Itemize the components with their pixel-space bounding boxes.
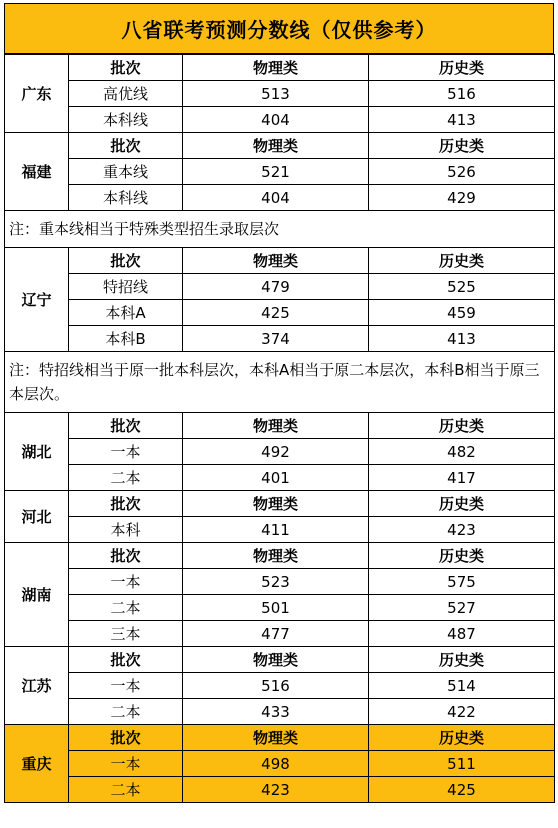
header-history: 历史类 bbox=[369, 248, 555, 274]
cell-physics: 433 bbox=[183, 699, 369, 725]
cell-physics: 404 bbox=[183, 107, 369, 133]
cell-history: 511 bbox=[369, 751, 555, 777]
province-name: 广东 bbox=[5, 55, 69, 133]
table-row bbox=[5, 81, 555, 107]
cell-batch: 本科 bbox=[69, 517, 183, 543]
header-physics: 物理类 bbox=[183, 55, 369, 81]
table-row bbox=[5, 569, 555, 595]
cell-physics: 374 bbox=[183, 326, 369, 352]
table-row bbox=[5, 465, 555, 491]
note-text: 注：特招线相当于原一批本科层次，本科A相当于原二本层次，本科B相当于原三本层次。 bbox=[5, 352, 555, 413]
header-history: 历史类 bbox=[369, 413, 555, 439]
header-history: 历史类 bbox=[369, 133, 555, 159]
header-physics: 物理类 bbox=[183, 491, 369, 517]
cell-history: 482 bbox=[369, 439, 555, 465]
header-batch: 批次 bbox=[69, 133, 183, 159]
cell-physics: 498 bbox=[183, 751, 369, 777]
header-history: 历史类 bbox=[369, 55, 555, 81]
score-table bbox=[4, 54, 555, 803]
table-row bbox=[5, 159, 555, 185]
table-row bbox=[5, 621, 555, 647]
province-name: 辽宁 bbox=[5, 248, 69, 352]
province-header-row bbox=[5, 491, 555, 517]
table-row bbox=[5, 185, 555, 211]
cell-physics: 404 bbox=[183, 185, 369, 211]
header-batch: 批次 bbox=[69, 413, 183, 439]
cell-history: 575 bbox=[369, 569, 555, 595]
cell-history: 459 bbox=[369, 300, 555, 326]
province-header-row bbox=[5, 543, 555, 569]
cell-physics: 425 bbox=[183, 300, 369, 326]
cell-batch: 二本 bbox=[69, 699, 183, 725]
province-name: 湖南 bbox=[5, 543, 69, 647]
header-batch: 批次 bbox=[69, 647, 183, 673]
cell-physics: 516 bbox=[183, 673, 369, 699]
note-text: 注：重本线相当于特殊类型招生录取层次 bbox=[5, 211, 555, 248]
header-physics: 物理类 bbox=[183, 413, 369, 439]
header-batch: 批次 bbox=[69, 491, 183, 517]
header-physics: 物理类 bbox=[183, 725, 369, 751]
province-name: 重庆 bbox=[5, 725, 69, 803]
table-row bbox=[5, 777, 555, 803]
table-row bbox=[5, 699, 555, 725]
note-row bbox=[5, 211, 555, 248]
cell-history: 526 bbox=[369, 159, 555, 185]
note-row bbox=[5, 352, 555, 413]
cell-physics: 513 bbox=[183, 81, 369, 107]
cell-batch: 二本 bbox=[69, 777, 183, 803]
cell-history: 422 bbox=[369, 699, 555, 725]
cell-batch: 三本 bbox=[69, 621, 183, 647]
header-physics: 物理类 bbox=[183, 543, 369, 569]
province-header-row bbox=[5, 248, 555, 274]
header-batch: 批次 bbox=[69, 248, 183, 274]
cell-history: 423 bbox=[369, 517, 555, 543]
cell-batch: 二本 bbox=[69, 465, 183, 491]
table-row bbox=[5, 673, 555, 699]
table-row bbox=[5, 595, 555, 621]
table-row bbox=[5, 517, 555, 543]
province-name: 河北 bbox=[5, 491, 69, 543]
header-history: 历史类 bbox=[369, 647, 555, 673]
cell-history: 413 bbox=[369, 326, 555, 352]
cell-history: 514 bbox=[369, 673, 555, 699]
cell-batch: 一本 bbox=[69, 673, 183, 699]
province-header-row bbox=[5, 133, 555, 159]
cell-history: 487 bbox=[369, 621, 555, 647]
cell-physics: 477 bbox=[183, 621, 369, 647]
province-name: 江苏 bbox=[5, 647, 69, 725]
cell-physics: 501 bbox=[183, 595, 369, 621]
table-row bbox=[5, 300, 555, 326]
cell-physics: 521 bbox=[183, 159, 369, 185]
header-batch: 批次 bbox=[69, 543, 183, 569]
cell-physics: 411 bbox=[183, 517, 369, 543]
cell-batch: 一本 bbox=[69, 439, 183, 465]
province-header-row bbox=[5, 413, 555, 439]
cell-history: 425 bbox=[369, 777, 555, 803]
cell-history: 429 bbox=[369, 185, 555, 211]
province-name: 湖北 bbox=[5, 413, 69, 491]
cell-physics: 523 bbox=[183, 569, 369, 595]
table-row bbox=[5, 326, 555, 352]
province-header-row bbox=[5, 55, 555, 81]
header-batch: 批次 bbox=[69, 725, 183, 751]
cell-batch: 二本 bbox=[69, 595, 183, 621]
cell-history: 525 bbox=[369, 274, 555, 300]
cell-physics: 401 bbox=[183, 465, 369, 491]
header-physics: 物理类 bbox=[183, 248, 369, 274]
header-physics: 物理类 bbox=[183, 647, 369, 673]
table-row bbox=[5, 439, 555, 465]
cell-batch: 重本线 bbox=[69, 159, 183, 185]
cell-history: 527 bbox=[369, 595, 555, 621]
table-row bbox=[5, 751, 555, 777]
cell-physics: 479 bbox=[183, 274, 369, 300]
cell-batch: 一本 bbox=[69, 751, 183, 777]
sheet-title: 八省联考预测分数线（仅供参考） bbox=[4, 3, 554, 54]
cell-history: 516 bbox=[369, 81, 555, 107]
province-header-row bbox=[5, 647, 555, 673]
cell-batch: 特招线 bbox=[69, 274, 183, 300]
cell-history: 413 bbox=[369, 107, 555, 133]
header-physics: 物理类 bbox=[183, 133, 369, 159]
cell-batch: 一本 bbox=[69, 569, 183, 595]
cell-batch: 本科线 bbox=[69, 185, 183, 211]
cell-physics: 492 bbox=[183, 439, 369, 465]
cell-batch: 本科线 bbox=[69, 107, 183, 133]
province-header-row bbox=[5, 725, 555, 751]
score-sheet bbox=[4, 3, 554, 803]
header-history: 历史类 bbox=[369, 491, 555, 517]
table-row bbox=[5, 107, 555, 133]
cell-batch: 高优线 bbox=[69, 81, 183, 107]
header-batch: 批次 bbox=[69, 55, 183, 81]
cell-batch: 本科B bbox=[69, 326, 183, 352]
cell-batch: 本科A bbox=[69, 300, 183, 326]
cell-physics: 423 bbox=[183, 777, 369, 803]
header-history: 历史类 bbox=[369, 725, 555, 751]
cell-history: 417 bbox=[369, 465, 555, 491]
table-row bbox=[5, 274, 555, 300]
header-history: 历史类 bbox=[369, 543, 555, 569]
province-name: 福建 bbox=[5, 133, 69, 211]
